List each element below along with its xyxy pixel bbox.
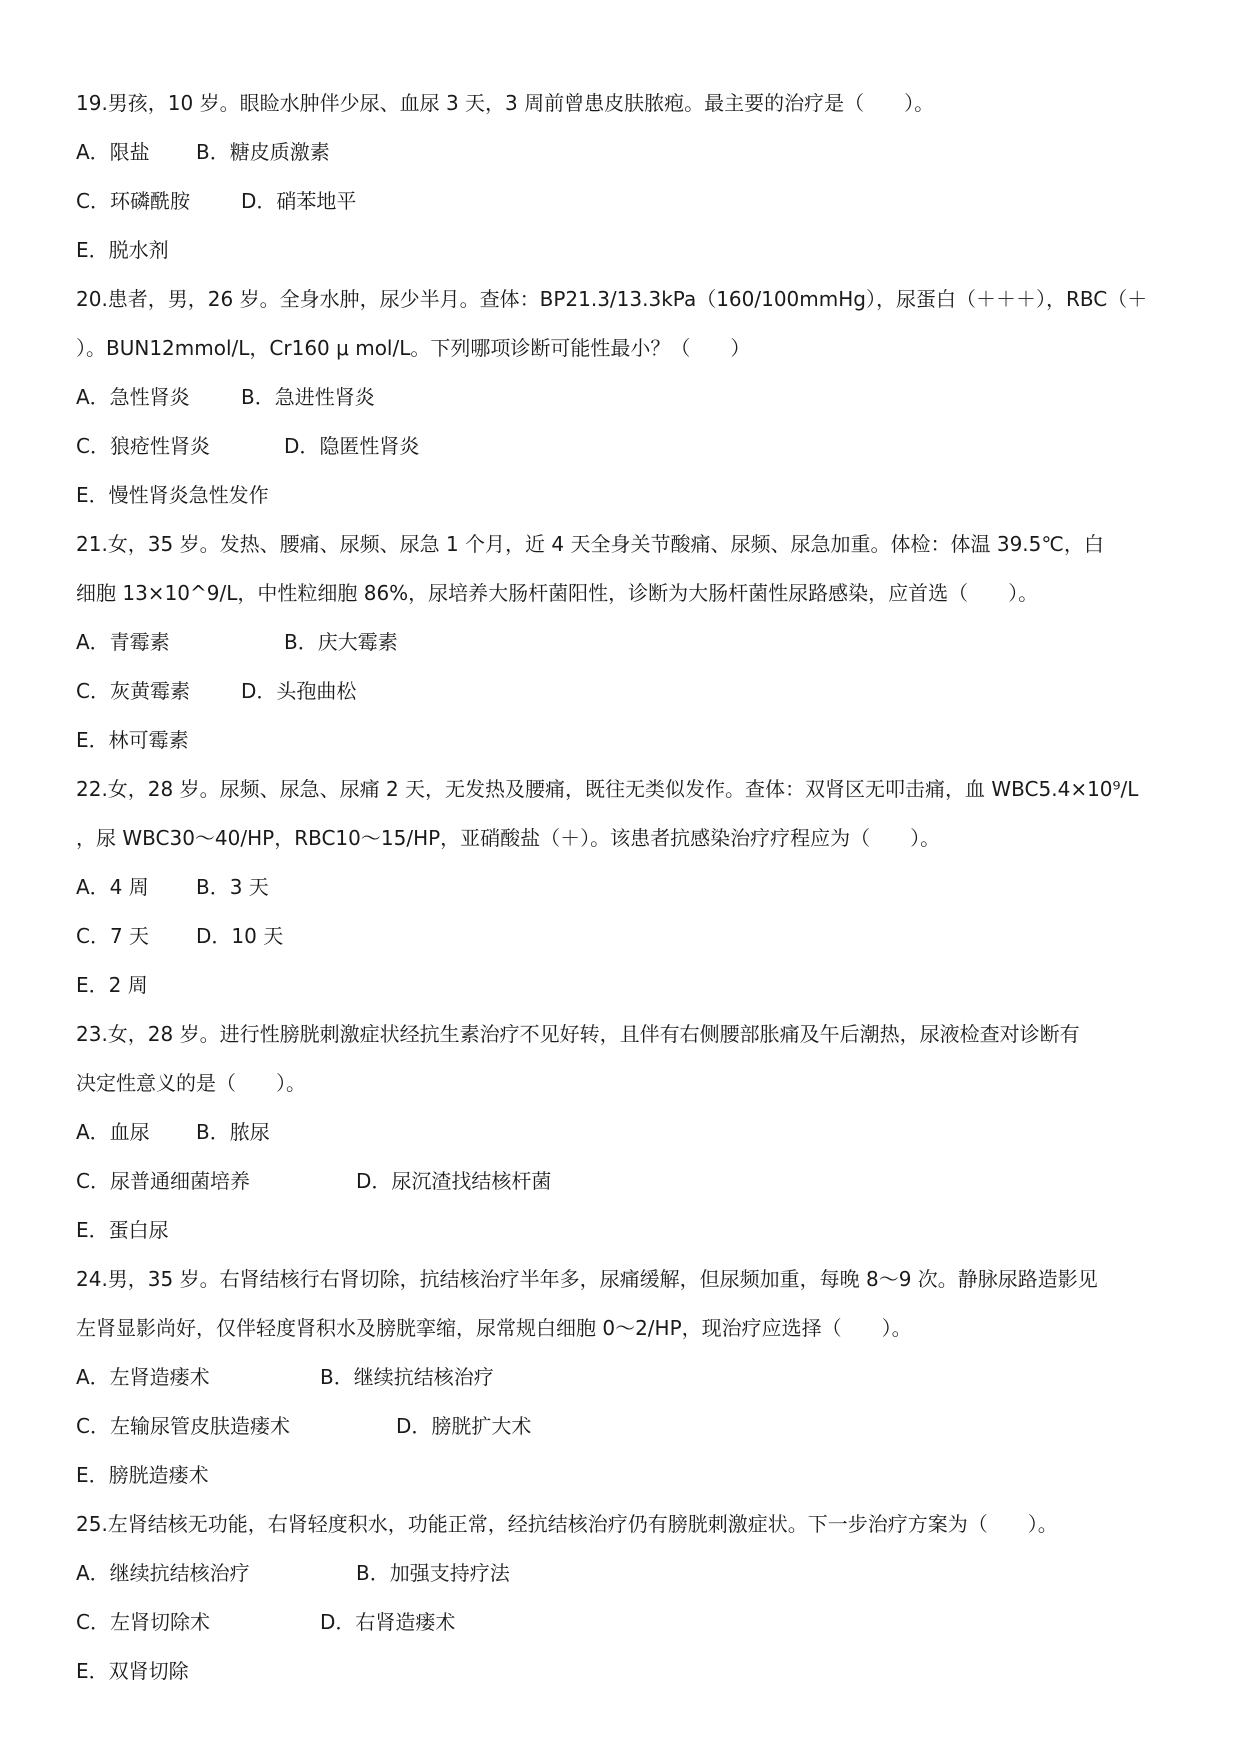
option-a: A．急性肾炎 [76,385,190,409]
option-e: E．双肾切除 [76,1659,189,1683]
question-25 [76,1500,1176,1696]
option-row [76,1549,1176,1598]
option-row [76,373,1176,422]
option-a: A．青霉素 [76,630,170,654]
question-stem: 21.女，35 岁。发热、腰痛、尿频、尿急 1 个月，近 4 天全身关节酸痛、尿频、尿急加重。体检：体温 39.5℃，白 [76,532,1104,556]
option-d: D．尿沉渣找结核杆菌 [356,1169,552,1193]
option-row [76,422,1176,471]
option-row [76,1598,1176,1647]
option-d: D．隐匿性肾炎 [284,434,420,458]
option-a: A．继续抗结核治疗 [76,1561,250,1585]
option-row [76,863,1176,912]
question-stem: 细胞 13×10^9/L，中性粒细胞 86%，尿培养大肠杆菌阳性，诊断为大肠杆菌性尿路感染，应首选（ ）。 [76,581,1039,605]
option-d: D．硝苯地平 [241,189,357,213]
option-c: C．狼疮性肾炎 [76,434,210,458]
option-row [76,1108,1176,1157]
option-c: C．尿普通细菌培养 [76,1169,250,1193]
option-c: C．7 天 [76,924,150,948]
option-c: C．灰黄霉素 [76,679,190,703]
question-stem: ）。BUN12mmol/L，Cr160 μ mol/L。下列哪项诊断可能性最小？（ ） [76,336,751,360]
option-b: B．3 天 [196,875,269,899]
question-stem: 25.左肾结核无功能，右肾轻度积水，功能正常，经抗结核治疗仍有膀胱刺激症状。下一步治疗方案为（ ）。 [76,1512,1058,1536]
option-e: E．膀胱造瘘术 [76,1463,209,1487]
question-list [76,79,1176,1696]
option-row [76,618,1176,667]
option-a: A．4 周 [76,875,149,899]
option-row [76,1353,1176,1402]
question-21 [76,520,1176,765]
option-d: D．右肾造瘘术 [320,1610,456,1634]
question-stem: ，尿 WBC30～40/HP，RBC10～15/HP，亚硝酸盐（＋）。该患者抗感染治疗疗程应为（ ）。 [76,826,941,850]
option-b: B．继续抗结核治疗 [320,1365,494,1389]
option-c: C．左肾切除术 [76,1610,210,1634]
option-a: A．左肾造瘘术 [76,1365,210,1389]
option-e: E．林可霉素 [76,728,189,752]
option-a: A．血尿 [76,1120,150,1144]
option-e: E．2 周 [76,973,148,997]
question-20 [76,275,1176,520]
option-row [76,912,1176,961]
option-b: B．糖皮质激素 [196,140,330,164]
option-b: B．脓尿 [196,1120,270,1144]
option-b: B．庆大霉素 [284,630,398,654]
option-b: B．急进性肾炎 [241,385,375,409]
option-e: E．慢性肾炎急性发作 [76,483,269,507]
option-c: C．左输尿管皮肤造瘘术 [76,1414,290,1438]
question-23 [76,1010,1176,1255]
option-d: D．膀胱扩大术 [396,1414,532,1438]
option-e: E．蛋白尿 [76,1218,169,1242]
option-c: C．环磷酰胺 [76,189,190,213]
question-stem: 23.女，28 岁。进行性膀胱刺激症状经抗生素治疗不见好转，且伴有右侧腰部胀痛及午后潮热，尿液检查对诊断有 [76,1022,1080,1046]
option-e: E．脱水剂 [76,238,169,262]
question-stem: 决定性意义的是（ ）。 [76,1071,306,1095]
option-row [76,128,1176,177]
option-d: D．头孢曲松 [241,679,357,703]
question-stem: 22.女，28 岁。尿频、尿急、尿痛 2 天，无发热及腰痛，既往无类似发作。查体：双肾区无叩击痛，血 WBC5.4×10⁹/L [76,777,1139,801]
option-row [76,1402,1176,1451]
question-stem: 20.患者，男，26 岁。全身水肿，尿少半月。查体：BP21.3/13.3kPa（160/100mmHg），尿蛋白（＋＋＋），RBC（＋ [76,287,1148,311]
option-d: D．10 天 [196,924,284,948]
option-row [76,177,1176,226]
option-row [76,1157,1176,1206]
question-stem: 左肾显影尚好，仅伴轻度肾积水及膀胱挛缩，尿常规白细胞 0～2/HP，现治疗应选择（ ）。 [76,1316,912,1340]
option-a: A．限盐 [76,140,150,164]
question-24 [76,1255,1176,1500]
option-row [76,667,1176,716]
question-stem: 24.男，35 岁。右肾结核行右肾切除，抗结核治疗半年多，尿痛缓解，但尿频加重，每晚 8～9 次。静脉尿路造影见 [76,1267,1098,1291]
question-19 [76,79,1176,275]
question-22 [76,765,1176,1010]
question-stem: 19.男孩，10 岁。眼睑水肿伴少尿、血尿 3 天，3 周前曾患皮肤脓疱。最主要的治疗是（ ）。 [76,91,935,115]
option-b: B．加强支持疗法 [356,1561,510,1585]
